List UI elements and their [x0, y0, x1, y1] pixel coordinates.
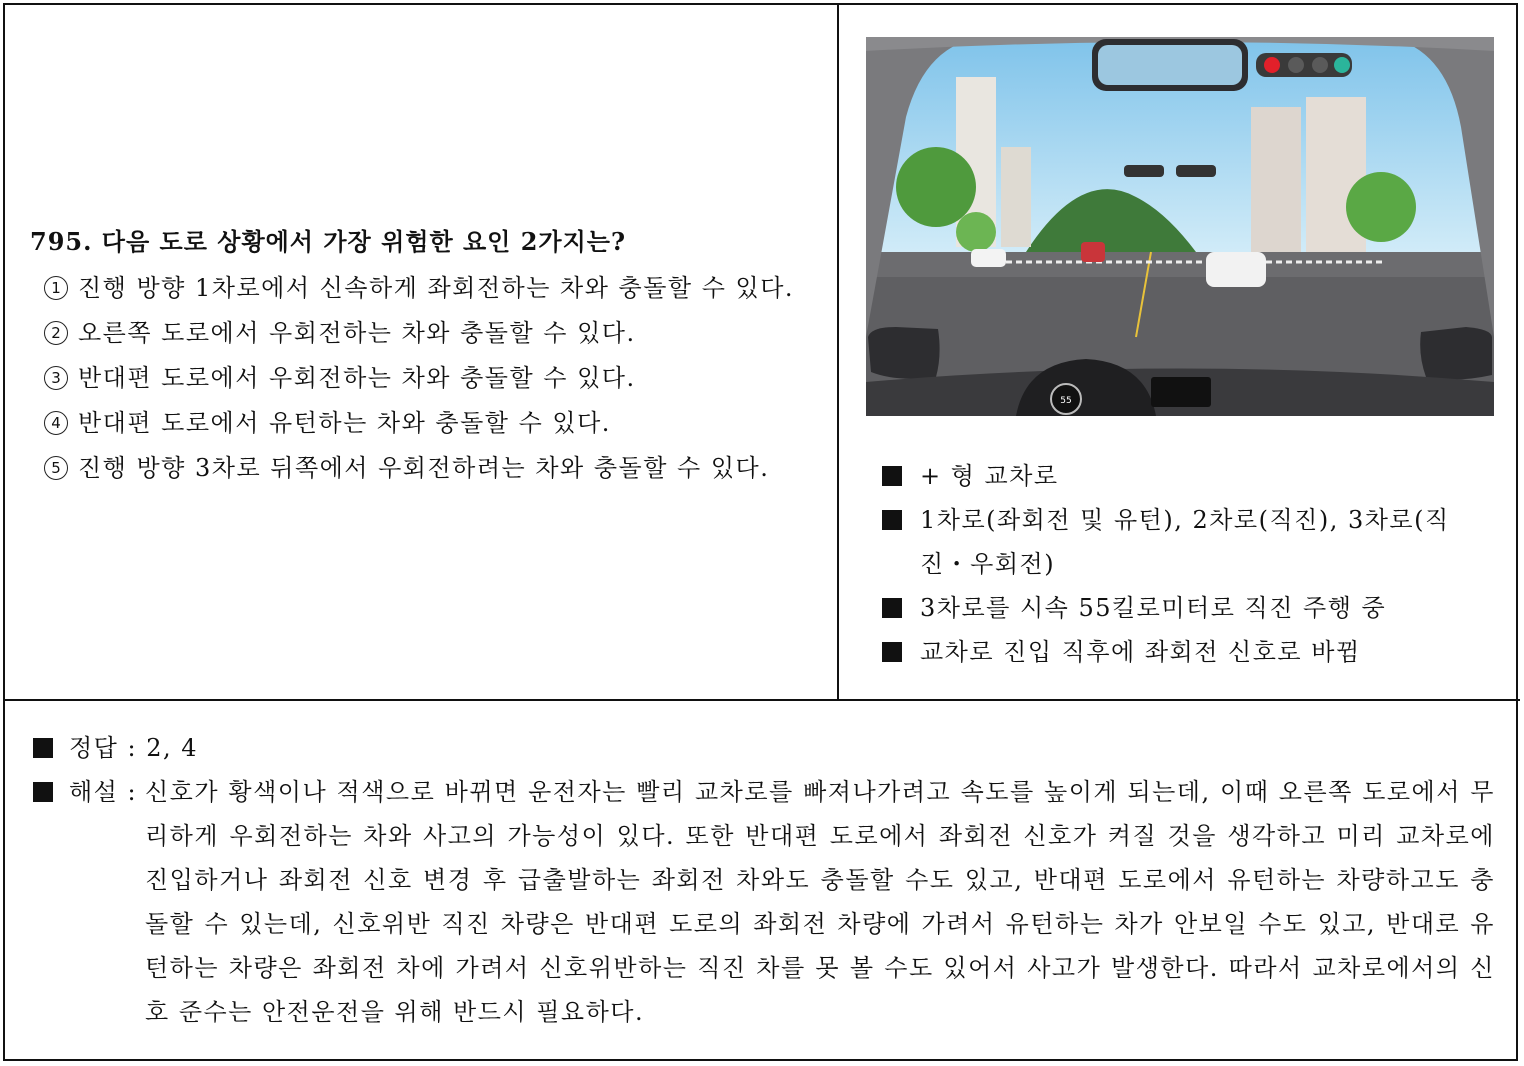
option-3[interactable] [30, 361, 830, 406]
option-number: 4 [44, 411, 68, 435]
car-icon [1206, 252, 1266, 287]
condition-item: 1차로(좌회전 및 유턴), 2차로(직진), 3차로(직진・우회전) [882, 498, 1492, 586]
square-bullet-icon [882, 642, 902, 662]
question-block [30, 222, 830, 496]
column-divider [837, 3, 839, 701]
car-icon [971, 249, 1006, 267]
left-arrow-light-icon [1334, 57, 1350, 73]
driving-scene-illustration [866, 37, 1494, 416]
off-light-icon [1312, 57, 1328, 73]
explanation-label: 해설 : [69, 778, 138, 806]
option-text: 반대편 도로에서 우회전하는 차와 충돌할 수 있다. [78, 364, 636, 392]
option-2[interactable] [30, 316, 830, 361]
square-bullet-icon [882, 598, 902, 618]
answer-row [33, 726, 1495, 770]
option-5[interactable] [30, 451, 830, 496]
infotainment-screen [1151, 377, 1211, 407]
tree [956, 212, 996, 252]
option-text: 오른쪽 도로에서 우회전하는 차와 충돌할 수 있다. [78, 319, 636, 347]
answer-value: 2, 4 [146, 734, 199, 762]
condition-item: 3차로를 시속 55킬로미터로 직진 주행 중 [882, 586, 1492, 630]
option-number: 2 [44, 321, 68, 345]
answer-label: 정답 : [69, 734, 138, 762]
option-number: 1 [44, 276, 68, 300]
off-light-icon [1288, 57, 1304, 73]
option-1[interactable] [30, 271, 830, 316]
right-side-mirror [1420, 327, 1492, 380]
option-4[interactable] [30, 406, 830, 451]
condition-item: 교차로 진입 직후에 좌회전 신호로 바뀜 [882, 630, 1492, 674]
answer-explanation-block [33, 726, 1495, 1034]
left-side-mirror [868, 327, 940, 379]
question-title: 795. 다음 도로 상황에서 가장 위험한 요인 2가지는? [30, 227, 627, 256]
speedometer-readout: 55 [1060, 396, 1072, 406]
car-icon [1081, 242, 1105, 262]
situation-conditions [882, 454, 1492, 674]
tree [896, 147, 976, 227]
row-divider [3, 699, 1520, 701]
explanation-row [33, 770, 1495, 1034]
option-number: 5 [44, 456, 68, 480]
red-light-icon [1264, 57, 1280, 73]
square-bullet-icon [882, 510, 902, 530]
square-bullet-icon [33, 782, 53, 802]
condition-item: + 형 교차로 [882, 454, 1492, 498]
option-text: 진행 방향 1차로에서 신속하게 좌회전하는 차와 충돌할 수 있다. [78, 274, 795, 302]
option-text: 진행 방향 3차로 뒤쪽에서 우회전하려는 차와 충돌할 수 있다. [78, 454, 770, 482]
square-bullet-icon [882, 466, 902, 486]
tree [1346, 172, 1416, 242]
option-number: 3 [44, 366, 68, 390]
explanation-text: 신호가 황색이나 적색으로 바뀌면 운전자는 빨리 교차로를 빠져나가려고 속도를 높이게 되는데, 이때 오른쪽 도로에서 무리하게 우회전하는 차와 사고의 가능성이 있다. 또한 반대편 도로에서 좌회전 신호가 켜질 것을 생각하고 미리 교차로에 진입하거나 좌회전 신호 변경 후 급출발하는 좌회전 차와도 충돌할 수도 있고, 반대편 도로에서 유턴하는 차량하고도 충돌할 수 있는데, 신호위반 직진 차량은 반대편 도로의 좌회전 차량에 가려서 유턴하는 차가 안보일 수도 있고, 반대로 유턴하는 차량은 좌회전 차에 가려서 신호위반하는 직진 차를 못 볼 수도 있어서 사고가 발생한다. 따라서 교차로에서의 신호 준수는 안전운전을 위해 반드시 필요하다. [145, 778, 1495, 1026]
answer-options [30, 271, 830, 496]
option-text: 반대편 도로에서 유턴하는 차와 충돌할 수 있다. [78, 409, 611, 437]
square-bullet-icon [33, 738, 53, 758]
